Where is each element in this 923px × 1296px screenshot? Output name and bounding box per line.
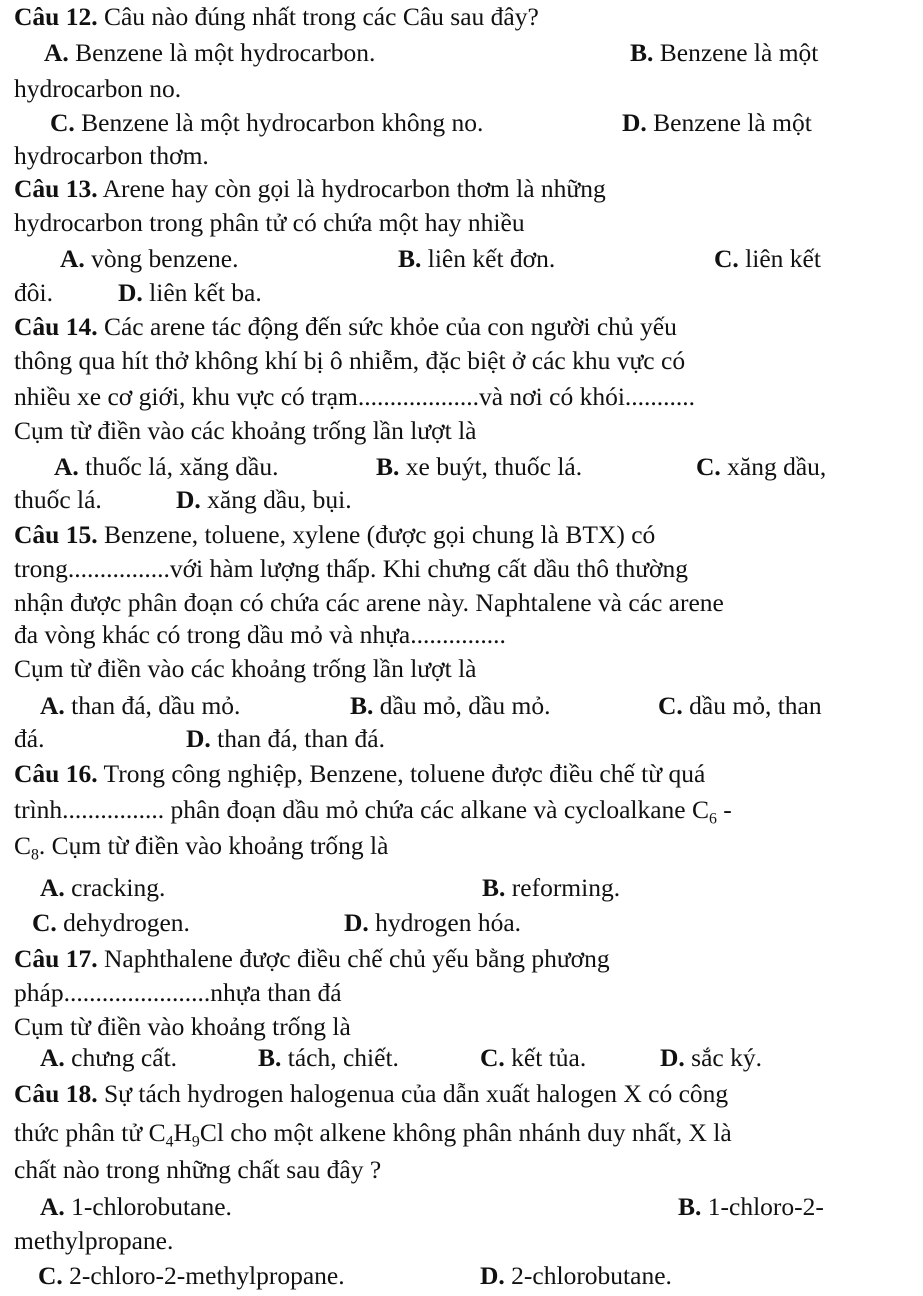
q18-c-key: C. [38,1261,63,1290]
q12-b-cont: hydrocarbon no. [14,74,182,103]
q13-d-text: liên kết ba. [149,278,262,307]
q16-option-a [40,873,165,903]
q13-option-c [714,244,821,274]
q12-label: Câu 12. [14,2,98,31]
q17-option-c [480,1043,586,1073]
q18-c-text: 2-chloro-2-methylpropane. [69,1261,345,1290]
q13-c-text: liên kết [745,244,821,273]
q16-a-key: A. [40,873,65,902]
q14-option-d [176,485,352,515]
q18-d-key: D. [480,1261,505,1290]
q16-stem2 [14,795,861,828]
q18-option-b [678,1192,824,1222]
q18-stem1: Sự tách hydrogen halogenua của dẫn xuất halogen X có công [103,1079,729,1108]
q15-c-cont: đá. [14,724,45,753]
q16-stem2-text: trình................ phân đoạn dầu mỏ chứa các alkane và cycloalkane C [14,795,709,824]
q15-stem2: trong................với hàm lượng thấp. Khi chưng cất dầu thô thường [14,554,688,583]
q18-subscript-9: 9 [191,1133,200,1151]
q17-label: Câu 17. [14,944,98,973]
q18-a-text: 1-chlorobutane. [71,1192,232,1221]
q18-stem2-h: H [173,1118,192,1147]
q14-label: Câu 14. [14,312,98,341]
q14-option-c [696,452,826,482]
q16-option-c [32,908,190,938]
q18-b-key: B. [678,1192,702,1221]
q15-d-text: than đá, than đá. [217,724,385,753]
q15-options-row1 [40,691,861,721]
q13-option-d [118,278,262,308]
q13-options-row1 [60,244,861,274]
q16-stem3-c: C [14,831,32,860]
q17-c-key: C. [480,1043,505,1072]
q16-b-key: B. [482,873,506,902]
q16-c-key: C. [32,908,57,937]
q16-a-text: cracking. [71,873,166,902]
q12-option-a [44,38,375,68]
q17-option-d [660,1043,762,1073]
q15-option-c [658,691,822,721]
q16-option-b [482,873,620,903]
q12-stem [14,2,861,32]
q14-a-text: thuốc lá, xăng dầu. [85,452,279,481]
q17-option-b [258,1043,399,1073]
q15-c-key: C. [658,691,683,720]
q13-option-a [60,244,238,274]
q16-stem3 [14,831,861,864]
q15-option-a [40,691,240,721]
q12-c-text: Benzene là một hydrocarbon không no. [81,108,484,137]
q18-option-d [480,1261,672,1291]
q16-stem2-tail: - [716,795,732,824]
q18-label: Câu 18. [14,1079,98,1108]
q12-d-key: D. [622,108,647,137]
q14-c-key: C. [696,452,721,481]
q13-a-key: A. [60,244,85,273]
q15-options-row2 [14,724,861,754]
q13-b-key: B. [398,244,422,273]
q18-option-a [40,1192,232,1222]
q12-stem-text: Câu nào đúng nhất trong các Câu sau đây? [103,2,539,31]
q15-b-text: dầu mỏ, dầu mỏ. [379,691,551,720]
q16-b-text: reforming. [511,873,621,902]
q13-stem-line1 [14,174,861,204]
q14-a-key: A. [54,452,79,481]
q12-option-b [630,38,818,68]
q12-b-text: Benzene là một [659,38,819,67]
q15-stem4: đa vòng khác có trong dầu mỏ và nhựa............... [14,620,506,649]
q15-a-key: A. [40,691,65,720]
q14-c-text: xăng dầu, [727,452,827,481]
q16-label: Câu 16. [14,759,98,788]
q12-c-key: C. [50,108,75,137]
q16-stem-line1 [14,759,861,789]
q12-option-d [622,108,812,138]
q12-a-key: A. [44,38,69,67]
q17-stem2: pháp.......................nhựa than đá [14,978,342,1007]
q16-stem3-subscript: 8 [31,846,39,864]
q18-stem3: chất nào trong những chất sau đây ? [14,1155,382,1184]
q12-d-cont: hydrocarbon thơm. [14,141,209,170]
q15-label: Câu 15. [14,520,98,549]
q16-options-row2 [32,908,861,938]
q13-a-text: vòng benzene. [91,244,239,273]
q18-subscript-4: 4 [165,1133,174,1151]
q15-stem3: nhận được phân đoạn có chứa các arene này. Naphtalene và các arene [14,588,724,617]
q13-c-key: C. [714,244,739,273]
q18-options-row1 [40,1192,861,1222]
q15-stem1: Benzene, toluene, xylene (được gọi chung là BTX) có [103,520,656,549]
q13-d-key: D. [118,278,143,307]
q14-b-text: xe buýt, thuốc lá. [405,452,583,481]
q17-stem3: Cụm từ điền vào khoảng trống là [14,1012,351,1041]
q15-c-text: dầu mỏ, than [689,691,822,720]
q13-stem1: Arene hay còn gọi là hydrocarbon thơm là những [102,174,606,203]
q17-c-text: kết tủa. [511,1043,587,1072]
q14-d-key: D. [176,485,201,514]
q14-stem4: Cụm từ điền vào các khoảng trống lần lượt là [14,416,477,445]
q18-b-text: 1-chloro-2- [707,1192,824,1221]
q14-option-b [376,452,582,482]
q16-d-key: D. [344,908,369,937]
q16-options-row1 [40,873,861,903]
q15-stem5: Cụm từ điền vào các khoảng trống lần lượt là [14,654,477,683]
q18-option-c [38,1261,345,1291]
q15-option-b [350,691,550,721]
q17-d-text: sắc ký. [691,1043,762,1072]
q14-stem3: nhiều xe cơ giới, khu vực có trạm...................và nơi có khói........... [14,382,696,411]
q13-b-text: liên kết đơn. [427,244,556,273]
q17-b-text: tách, chiết. [287,1043,399,1072]
q15-b-key: B. [350,691,374,720]
q18-stem2-tail: Cl cho một alkene không phân nhánh duy nhất, X là [199,1118,732,1147]
q14-option-a [54,452,279,482]
q16-option-d [344,908,521,938]
q17-a-key: A. [40,1043,65,1072]
q15-a-text: than đá, dầu mỏ. [71,691,241,720]
q14-stem1: Các arene tác động đến sức khỏe của con người chủ yếu [103,312,677,341]
q13-option-b [398,244,555,274]
q17-stem-line1 [14,944,861,974]
q14-d-text: xăng dầu, bụi. [207,485,352,514]
q12-options-row2 [50,108,861,138]
q12-b-key: B. [630,38,654,67]
q14-options-row2 [14,485,861,515]
q17-option-a [40,1043,177,1073]
q14-stem-line1 [14,312,861,342]
q16-stem3-text: . Cụm từ điền vào khoảng trống là [38,831,389,860]
q16-d-text: hydrogen hóa. [375,908,522,937]
q17-stem1: Naphthalene được điều chế chủ yếu bằng phương [103,944,610,973]
q15-stem-line1 [14,520,861,550]
q14-stem2: thông qua hít thở không khí bị ô nhiễm, đặc biệt ở các khu vực có [14,346,686,375]
q18-stem2-text: thức phân tử C [14,1118,166,1147]
q12-d-text: Benzene là một [653,108,812,137]
q12-options-row1 [44,38,855,68]
q18-stem-line1 [14,1079,861,1109]
q18-options-row2 [38,1261,861,1291]
q16-c-text: dehydrogen. [63,908,190,937]
q17-options-row [40,1043,861,1073]
q17-a-text: chưng cất. [71,1043,178,1072]
q15-option-d [186,724,385,754]
q16-stem1: Trong công nghiệp, Benzene, toluene được điều chế từ quá [103,759,706,788]
q18-d-text: 2-chlorobutane. [511,1261,672,1290]
q17-d-key: D. [660,1043,685,1072]
q14-c-cont: thuốc lá. [14,485,102,514]
q14-b-key: B. [376,452,400,481]
q13-c-cont: đôi. [14,278,53,307]
q12-a-text: Benzene là một hydrocarbon. [75,38,376,67]
q18-stem2 [14,1118,861,1151]
q16-stem2-subscript: 6 [709,810,717,828]
q18-b-cont: methylpropane. [14,1226,174,1255]
q14-options-row1 [54,452,861,482]
q15-d-key: D. [186,724,211,753]
q17-b-key: B. [258,1043,282,1072]
q13-label: Câu 13. [14,174,98,203]
q18-a-key: A. [40,1192,65,1221]
q13-stem2: hydrocarbon trong phân tử có chứa một hay nhiều [14,208,525,237]
q12-option-c [50,108,483,138]
q13-options-row2 [14,278,861,308]
